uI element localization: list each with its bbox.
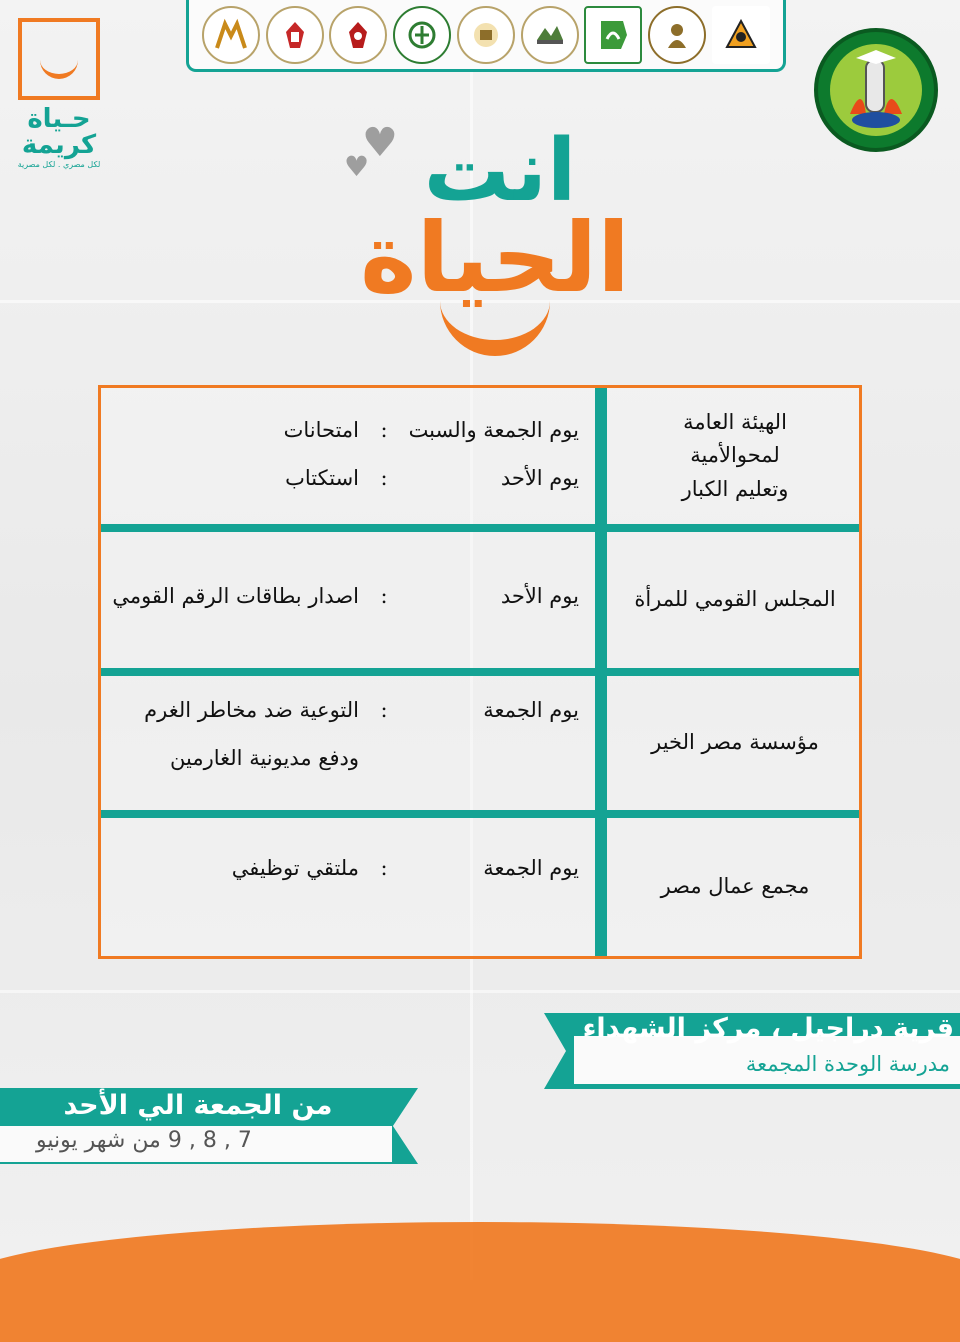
bottom-orange-wave: [0, 1222, 960, 1342]
activity-content: امتحانات: [283, 418, 359, 442]
table-divider: [101, 668, 859, 676]
org-name: وتعليم الكبار: [681, 476, 789, 501]
location-subtitle: مدرسة الوحدة المجمعة: [745, 1052, 950, 1076]
partner-logos-bar: [186, 0, 786, 72]
activity-day: يوم الأحد: [500, 584, 579, 608]
activity-separator: :: [380, 856, 388, 880]
ministry-building-logo: [521, 6, 579, 64]
activity-line: [144, 698, 579, 722]
table-row-activities: [101, 676, 593, 810]
org-name: المجلس القومي للمرأة: [634, 587, 836, 612]
table-row-org: [609, 388, 861, 524]
activity-line: [285, 466, 579, 490]
org-name: مؤسسة مصر الخير: [651, 730, 819, 755]
seal-inner-circle: [830, 44, 922, 136]
adult-education-authority-logo: [712, 6, 770, 64]
activity-line: [232, 856, 579, 880]
table-row-org: [609, 532, 861, 668]
campaign-logo: [340, 120, 640, 350]
smile-icon: [40, 58, 78, 79]
activity-separator: :: [380, 698, 388, 722]
dates-title: من الجمعة الي الأحد: [63, 1090, 333, 1121]
table-row-activities: [101, 818, 593, 956]
location-title: قرية دراجيل ، مركز الشهداء: [582, 1013, 954, 1044]
table-divider: [101, 810, 859, 818]
hayah-kareema-word1: حـياة: [27, 104, 91, 134]
activity-separator: :: [380, 466, 388, 490]
governorate-seal-logo: [814, 28, 938, 152]
heart-icon: ♥: [362, 120, 398, 166]
hayah-kareema-word2: كريمة: [21, 130, 97, 160]
activity-day: يوم الأحد: [500, 466, 579, 490]
activity-separator: :: [380, 584, 388, 608]
activity-content: استكتاب: [285, 466, 359, 490]
activity-content: التوعية ضد مخاطر الغرم: [144, 698, 359, 722]
activity-day: يوم الجمعة: [483, 856, 579, 880]
org-name: لمحوالأمية: [690, 443, 780, 468]
activity-content: اصدار بطاقات الرقم القومي: [112, 584, 359, 608]
campaign-title-line2: الحياة: [360, 202, 631, 314]
smile-icon: [440, 296, 550, 356]
menoufia-university-logo: [393, 6, 451, 64]
org-name: مجمع عمال مصر: [660, 874, 810, 899]
hayah-kareema-logo: [14, 18, 104, 169]
table-row-org: [609, 676, 861, 810]
activity-content-continued: ودفع مديونية الغارمين: [170, 746, 359, 770]
ministry-seal-logo: [457, 6, 515, 64]
paper-crease: [0, 990, 960, 993]
table-divider: [101, 524, 859, 532]
activity-day: يوم الجمعة والسبت: [408, 418, 579, 442]
anti-addiction-fund-logo: [202, 6, 260, 64]
hayah-kareema-box-icon: [18, 18, 100, 100]
activity-line: [112, 584, 579, 608]
table-row-org: [609, 818, 861, 956]
org-name: الهيئة العامة: [683, 409, 787, 434]
activity-line: [284, 418, 579, 442]
campaign-title-line1: انت: [423, 121, 577, 221]
national-council-women-logo: [648, 6, 706, 64]
misr-el-kheir-logo: [584, 6, 642, 64]
schedule-table: [98, 385, 862, 959]
activity-separator: :: [380, 418, 388, 442]
ministry-emblem-logo: [329, 6, 387, 64]
egypt-eagle-emblem-logo: [266, 6, 324, 64]
activity-content: ملتقي توظيفي: [231, 856, 359, 880]
table-row-activities: [101, 532, 593, 668]
dates-subtitle: 7 , 8 , 9 من شهر يونيو: [36, 1128, 252, 1153]
activity-day: يوم الجمعة: [483, 698, 579, 722]
heart-icon: ♥: [344, 150, 370, 183]
table-row-activities: [101, 388, 593, 524]
hayah-kareema-tagline: لكل مصري . لكل مصرية: [17, 160, 101, 169]
